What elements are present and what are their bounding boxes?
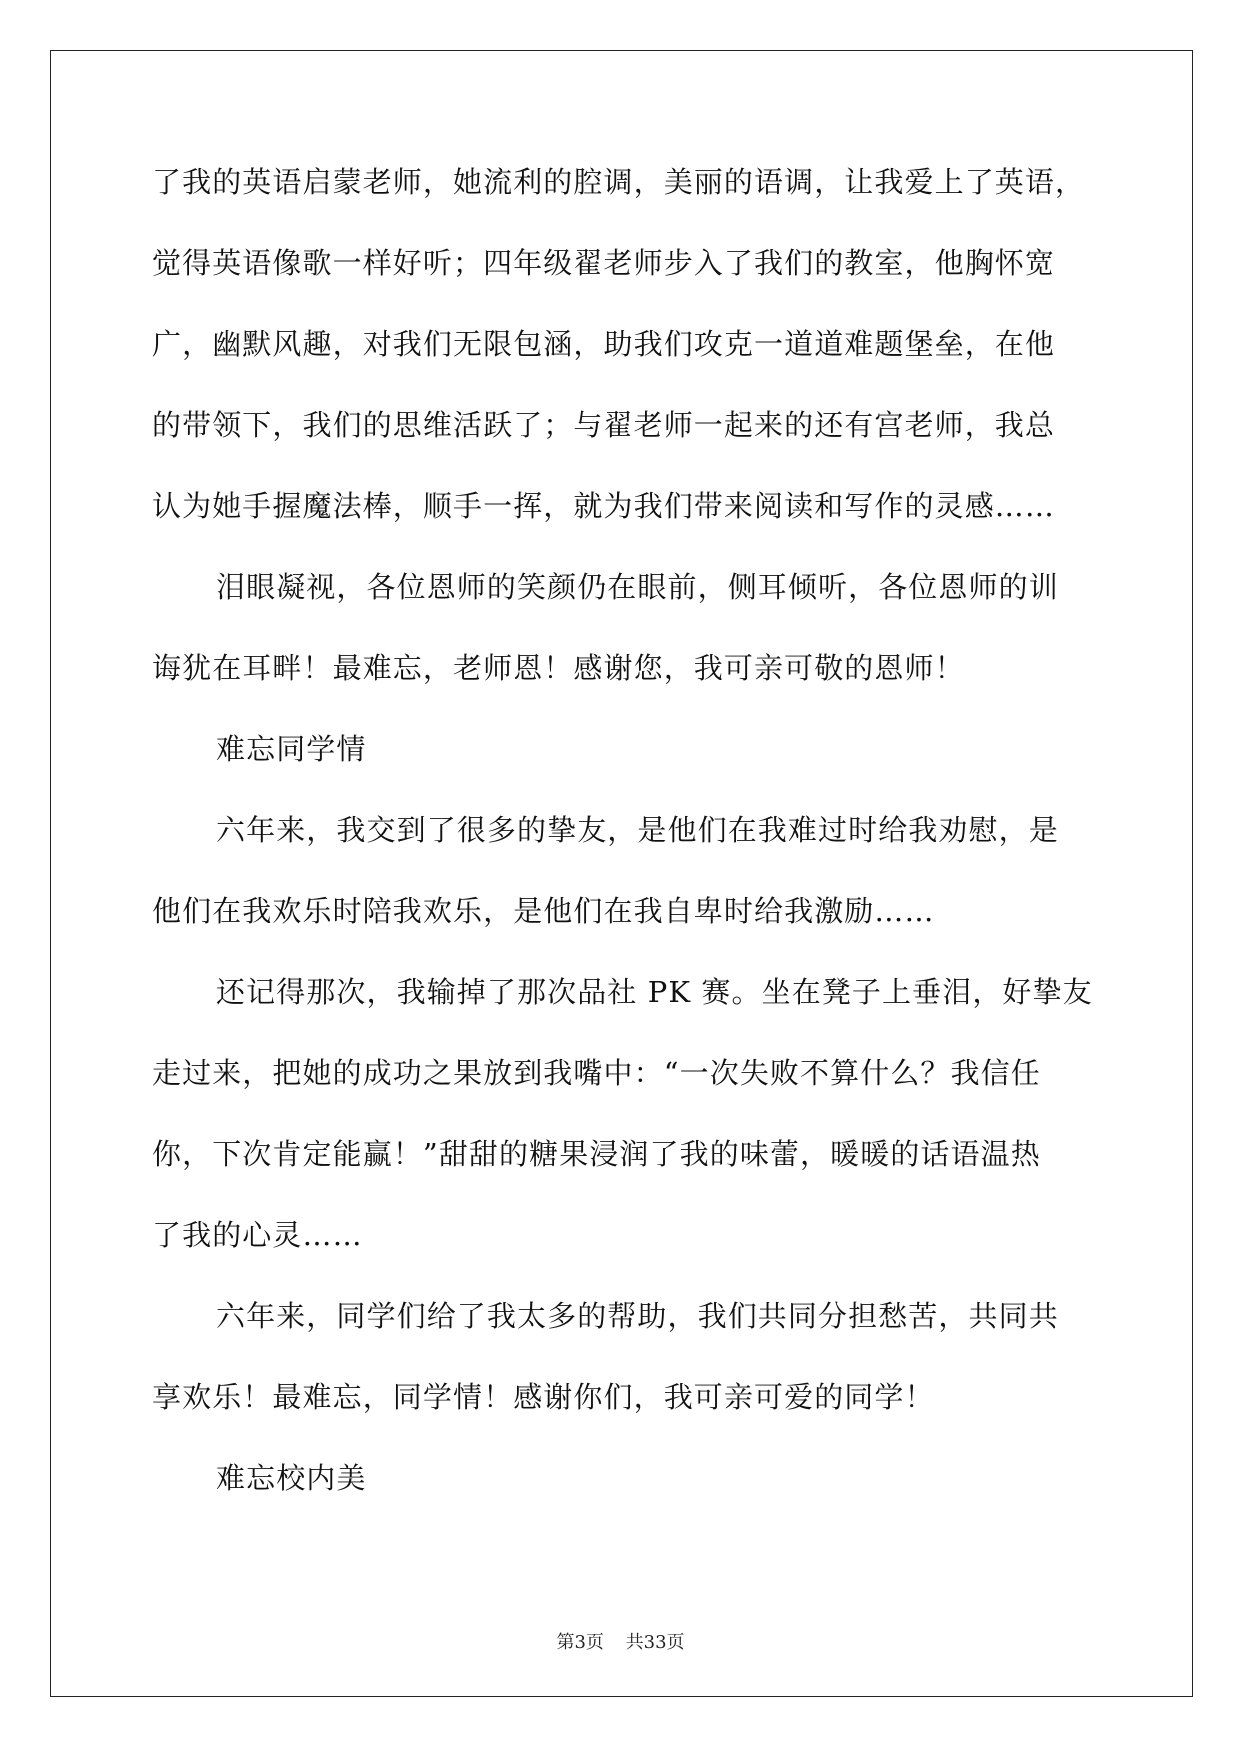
page-footer [0, 1628, 1241, 1654]
paragraph [152, 155, 1092, 560]
page-total: 共33页 [625, 1632, 685, 1653]
paragraph [152, 803, 1092, 965]
paragraph [152, 965, 1092, 1289]
document-body [152, 155, 1092, 1532]
heading-text: 难忘校内美 [216, 1461, 367, 1495]
text-line: 六年来，同学们给了我太多的帮助，我们共同分担愁苦，共同共 [216, 1299, 1059, 1333]
text-line: 你，下次肯定能赢！”甜甜的糖果浸润了我的味蕾，暖暖的话语温热 [152, 1137, 1041, 1171]
text-line: 认为她手握魔法棒，顺手一挥，就为我们带来阅读和写作的灵感…… [152, 489, 1056, 523]
page-number: 第3页 [556, 1632, 604, 1653]
text-line: 走过来，把她的成功之果放到我嘴中：“一次失败不算什么？我信任 [152, 1056, 1041, 1090]
text-line: 诲犹在耳畔！最难忘，老师恩！感谢您，我可亲可敬的恩师！ [152, 651, 965, 685]
text-line: 享欢乐！最难忘，同学情！感谢你们，我可亲可爱的同学！ [152, 1380, 935, 1414]
text-line: 的带领下，我们的思维活跃了；与翟老师一起来的还有宫老师，我总 [152, 408, 1056, 442]
text-line: 他们在我欢乐时陪我欢乐，是他们在我自卑时给我激励…… [152, 894, 935, 928]
text-line: 六年来，我交到了很多的挚友，是他们在我难过时给我劝慰，是 [216, 813, 1059, 847]
text-line: 还记得那次，我输掉了那次品社 PK 赛。坐在凳子上垂泪，好挚友 [216, 975, 1093, 1009]
text-line: 了我的心灵…… [152, 1218, 363, 1252]
section-heading [152, 722, 1092, 803]
paragraph [152, 1289, 1092, 1451]
text-line: 了我的英语启蒙老师，她流利的腔调，美丽的语调，让我爱上了英语， [152, 165, 1086, 199]
heading-text: 难忘同学情 [216, 732, 367, 766]
text-line: 泪眼凝视，各位恩师的笑颜仍在眼前，侧耳倾听，各位恩师的训 [216, 570, 1059, 604]
section-heading [152, 1451, 1092, 1532]
text-line: 觉得英语像歌一样好听；四年级翟老师步入了我们的教室，他胸怀宽 [152, 246, 1056, 280]
paragraph [152, 560, 1092, 722]
text-line: 广，幽默风趣，对我们无限包涵，助我们攻克一道道难题堡垒，在他 [152, 327, 1056, 361]
